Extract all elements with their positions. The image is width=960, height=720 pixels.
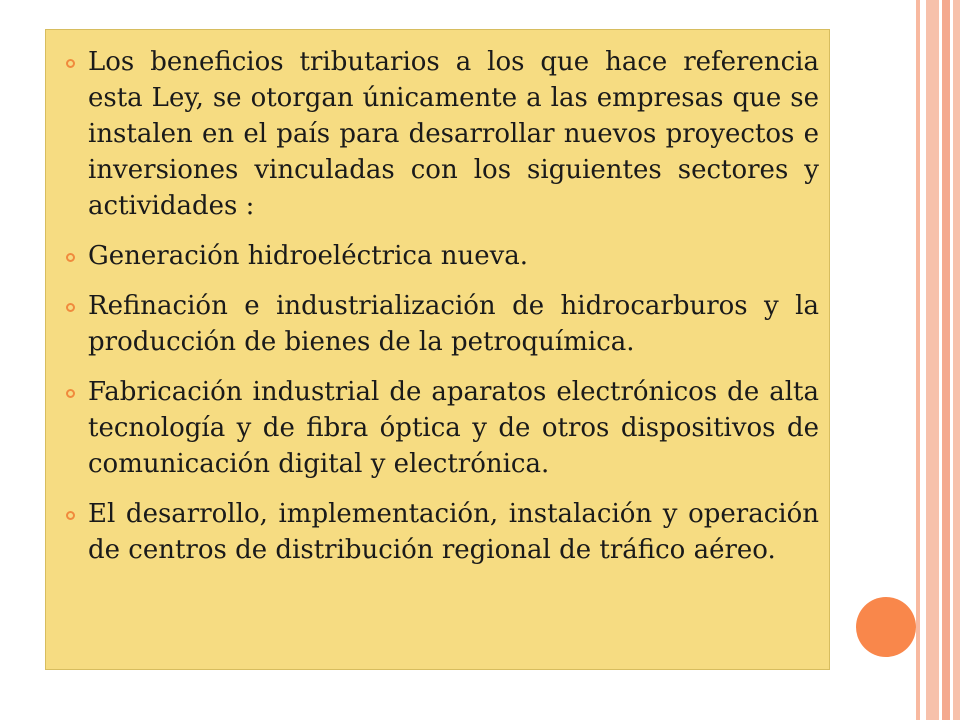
circle-bullet-icon: [66, 389, 75, 398]
decorative-stripes: [916, 0, 960, 720]
list-item: [58, 238, 819, 274]
circle-bullet-icon: [66, 303, 75, 312]
circle-bullet-icon: [66, 59, 75, 68]
list-item: [58, 44, 819, 224]
slide-content-box: [45, 29, 830, 670]
bullet-text: Generación hidroeléctrica nueva.: [88, 241, 529, 271]
list-item: [58, 374, 819, 482]
bullet-list: [58, 44, 819, 568]
stripe: [916, 0, 920, 720]
circle-bullet-icon: [66, 511, 75, 520]
bullet-text: Fabricación industrial de aparatos electrónicos de alta tecnología y de fibra óptica y de otros dispositivos de comunicación digital y electrónica.: [88, 377, 819, 479]
list-item: [58, 288, 819, 360]
stripe: [942, 0, 950, 720]
bullet-text: Refinación e industrialización de hidrocarburos y la producción de bienes de la petroquímica.: [88, 291, 819, 357]
stripe: [953, 0, 960, 720]
orange-circle-decoration: [856, 597, 916, 657]
stripe: [926, 0, 939, 720]
bullet-text: El desarrollo, implementación, instalación y operación de centros de distribución regional de tráfico aéreo.: [88, 499, 819, 565]
circle-bullet-icon: [66, 253, 75, 262]
list-item: [58, 496, 819, 568]
bullet-text: Los beneficios tributarios a los que hace referencia esta Ley, se otorgan únicamente a las empresas que se instalen en el país para desarrollar nuevos proyectos e inversiones vinculadas con los siguientes sectores y actividades :: [88, 47, 819, 221]
